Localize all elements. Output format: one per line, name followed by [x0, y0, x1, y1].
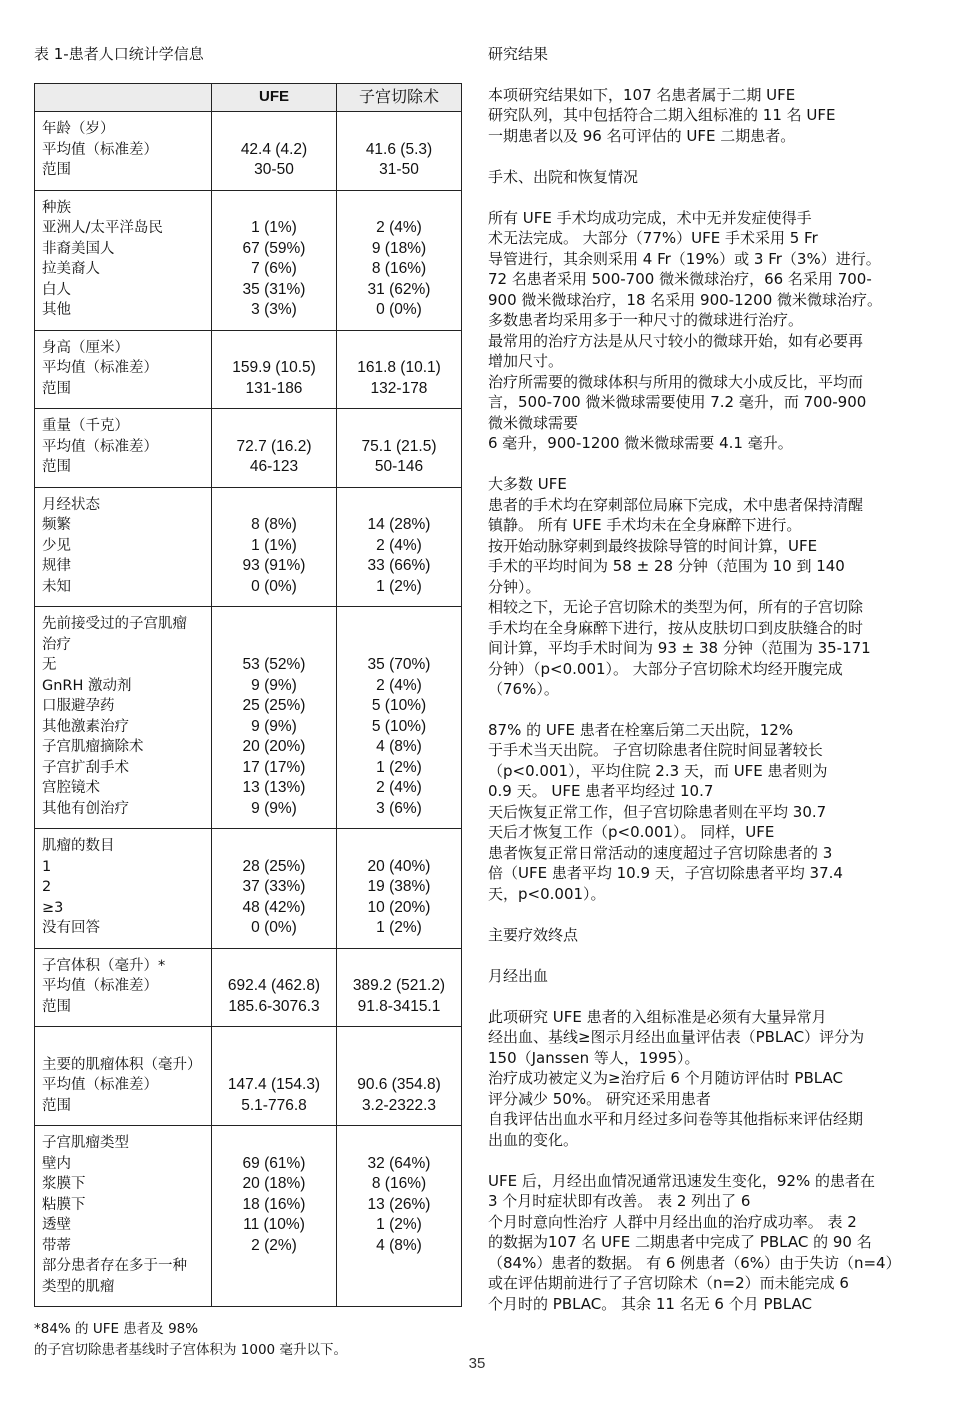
text-line: 72 名患者采用 500-700 微米微球治疗，66 名采用 700-	[488, 270, 872, 289]
cell-line: 389.2 (521.2)	[352, 977, 446, 994]
body-paragraph	[488, 1171, 918, 1315]
cell-line: 90.6 (354.8)	[357, 1076, 441, 1093]
table-row	[35, 487, 462, 607]
header-ufe-column: UFE	[212, 84, 337, 112]
cell-line: 13 (13%)	[242, 779, 306, 796]
cell-line	[212, 1133, 336, 1154]
cell-line: 平均值（标准差）	[42, 978, 158, 994]
cell-line: 1 (2%)	[376, 919, 422, 936]
cell-line: 692.4 (462.8)	[227, 977, 321, 994]
cell-line: 2 (4%)	[376, 676, 422, 694]
table-footnote	[34, 1319, 462, 1360]
text-line: 87% 的 UFE 患者在栓塞后第二天出院，12%	[488, 720, 794, 739]
cell-line: 161.8 (10.1)	[357, 359, 441, 376]
footnote-line: 的子宫切除患者基线时子宫体积为 1000 毫升以下。	[34, 1341, 347, 1358]
cell-line: 范围	[42, 459, 71, 475]
cell-line: 身高（厘米）	[42, 339, 129, 356]
text-line: 言，500-700 微米微球需要使用 7.2 毫升，而 700-900	[488, 393, 867, 412]
cell-line	[337, 416, 461, 437]
cell-line: 带蒂	[42, 1237, 71, 1254]
body-paragraph	[488, 208, 918, 454]
row-label-cell	[35, 112, 212, 191]
cell-line	[212, 198, 336, 219]
cell-line: 8 (16%)	[371, 260, 427, 277]
section-heading	[488, 966, 918, 987]
cell-line: 147.4 (154.3)	[227, 1076, 321, 1093]
cell-line: 185.6-3076.3	[228, 997, 320, 1015]
cell-line: 非裔美国人	[42, 240, 115, 257]
text-line: （84%）患者的数据。 有 6 例患者（6%）由于失访（n=4）	[488, 1253, 901, 1272]
cell-line: 浆膜下	[42, 1176, 86, 1192]
cell-line	[337, 836, 461, 857]
text-line: 所有 UFE 手术均成功完成，术中无并发症使得手	[488, 208, 812, 227]
cell-line: 42.4 (4.2)	[240, 140, 308, 158]
section-heading	[488, 44, 918, 65]
cell-line: 壁内	[42, 1155, 71, 1172]
cell-line: 41.6 (5.3)	[365, 140, 433, 158]
row-label-cell	[35, 829, 212, 949]
text-line: 按开始动脉穿刺到最终拔除导管的时间计算，UFE	[488, 536, 818, 555]
cell-line	[212, 635, 336, 656]
cell-line: 2 (2%)	[251, 1236, 297, 1254]
cell-line: 46-123	[249, 458, 299, 475]
text-line: 150（Janssen 等人，1995）。	[488, 1048, 700, 1067]
cell-line: 67 (59%)	[242, 239, 306, 257]
cell-line: 28 (25%)	[242, 857, 306, 875]
cell-line: 1	[42, 858, 52, 875]
cell-line	[337, 119, 461, 140]
cell-line: 9 (9%)	[251, 799, 297, 817]
cell-line: 2 (4%)	[376, 536, 422, 554]
ufe-value-cell	[212, 190, 337, 330]
cell-line	[337, 1034, 461, 1055]
ufe-value-cell	[212, 948, 337, 1027]
hysterectomy-value-cell	[337, 948, 462, 1027]
cell-line	[337, 1055, 461, 1076]
text-line: （p<0.001），平均住院 2.3 天，而 UFE 患者则为	[488, 761, 828, 780]
hysterectomy-value-cell	[337, 112, 462, 191]
cell-line: 20 (20%)	[242, 738, 306, 755]
text-line: 相较之下，无论子宫切除术的类型为何，所有的子宫切除	[488, 598, 864, 617]
text-line: 900 微米微球治疗，18 名采用 900-1200 微米微球治疗。	[488, 290, 883, 309]
cell-line: 159.9 (10.5)	[232, 359, 316, 376]
cell-line	[337, 198, 461, 219]
cell-line: 月经状态	[42, 496, 100, 513]
cell-line	[337, 1256, 461, 1277]
hysterectomy-value-cell	[337, 829, 462, 949]
table-row	[35, 409, 462, 488]
cell-line: 1 (1%)	[251, 536, 297, 554]
cell-line: 131-186	[245, 379, 303, 397]
cell-line: 平均值（标准差）	[42, 1077, 158, 1093]
cell-line: GnRH 激动剂	[42, 677, 132, 694]
hysterectomy-value-cell	[337, 409, 462, 488]
cell-line: 主要的肌瘤体积（毫升）	[42, 1056, 202, 1073]
text-line: 此项研究 UFE 患者的入组标准是必须有大量异常月	[488, 1007, 827, 1026]
text-line: 镇静。 所有 UFE 手术均未在全身麻醉下进行。	[488, 516, 802, 535]
text-line: 主要疗效终点	[488, 925, 579, 944]
text-line: 个月时的 PBLAC。 其余 11 名无 6 个月 PBLAC	[488, 1294, 813, 1313]
cell-line: 范围	[42, 380, 71, 397]
cell-line: 20 (18%)	[242, 1175, 306, 1192]
cell-line: 宫腔镜术	[42, 780, 100, 796]
cell-line: 子宫肌瘤类型	[42, 1135, 129, 1151]
ufe-value-cell	[212, 112, 337, 191]
text-line: 月经出血	[488, 966, 549, 985]
text-line: 本项研究结果如下，107 名患者属于二期 UFE	[488, 85, 796, 104]
text-line: 天后才恢复工作（p<0.001）。 同样，UFE	[488, 823, 775, 842]
cell-line: 肌瘤的数目	[42, 838, 115, 854]
cell-line: 透壁	[42, 1217, 71, 1233]
body-paragraph	[488, 720, 918, 905]
cell-line: 35 (70%)	[367, 656, 431, 673]
cell-line: 5 (10%)	[371, 717, 427, 735]
text-line: 的数据为107 名 UFE 二期患者中完成了 PBLAC 的 90 名	[488, 1233, 872, 1252]
cell-line: 0 (0%)	[376, 301, 422, 318]
text-line: 自我评估出血水平和月经过多问卷等其他指标来评估经期	[488, 1110, 864, 1129]
ufe-value-cell	[212, 607, 337, 829]
ufe-value-cell	[212, 1126, 337, 1307]
text-line: UFE 后，月经出血情况通常迅速发生变化，92% 的患者在	[488, 1171, 875, 1190]
text-line: 经出血、基线≥图示月经出血量评估表（PBLAC）评分为	[488, 1028, 865, 1047]
cell-line	[337, 956, 461, 977]
cell-line: 0 (0%)	[251, 919, 297, 936]
cell-line: 2 (4%)	[376, 779, 422, 796]
cell-line: 72.7 (16.2)	[236, 437, 312, 455]
cell-line	[212, 119, 336, 140]
table-row	[35, 112, 462, 191]
text-line: 导管进行，其余则采用 4 Fr（19%）或 3 Fr（3%）进行。	[488, 249, 881, 268]
demographics-section	[34, 44, 462, 1360]
cell-line: 1 (2%)	[376, 577, 422, 595]
page-number: 35	[468, 1355, 486, 1372]
text-line: 分钟）。	[488, 577, 541, 596]
cell-line	[337, 1277, 461, 1298]
text-line: 一期患者以及 96 名可评估的 UFE 二期患者。	[488, 126, 796, 145]
cell-line: 13 (26%)	[367, 1195, 431, 1213]
cell-line: 平均值（标准差）	[42, 141, 158, 158]
cell-line	[337, 495, 461, 516]
cell-line	[212, 338, 336, 359]
row-label-cell	[35, 330, 212, 409]
table-header-row	[35, 84, 462, 112]
cell-line: 14 (28%)	[367, 516, 431, 533]
cell-line	[212, 416, 336, 437]
hysterectomy-value-cell	[337, 1126, 462, 1307]
cell-line: 1 (2%)	[376, 758, 422, 776]
text-line: 手术、出院和恢复情况	[488, 167, 639, 186]
table-row	[35, 190, 462, 330]
results-text-column	[488, 44, 918, 1334]
text-line: 最常用的治疗方法是从尺寸较小的微球开始，如有必要再	[488, 331, 864, 350]
cell-line: 32 (64%)	[367, 1154, 431, 1172]
text-line: 间计算，平均手术时间为 93 ± 38 分钟（范围为 35-171	[488, 639, 871, 658]
cell-line: 2 (4%)	[376, 219, 422, 236]
cell-line: 子宫扩刮手术	[42, 759, 129, 776]
cell-line: 69 (61%)	[242, 1154, 306, 1172]
table-row	[35, 607, 462, 829]
ufe-value-cell	[212, 409, 337, 488]
row-label-cell	[35, 1126, 212, 1307]
cell-line: 75.1 (21.5)	[361, 437, 437, 455]
cell-line: 50-146	[374, 458, 424, 475]
text-line: 治疗成功被定义为≥治疗后 6 个月随访评估时 PBLAC	[488, 1069, 843, 1088]
cell-line: 平均值（标准差）	[42, 438, 158, 455]
cell-line: 粘膜下	[42, 1196, 86, 1213]
cell-line: 93 (91%)	[242, 557, 306, 574]
text-line: 天，p<0.001）。	[488, 884, 606, 903]
cell-line: 20 (40%)	[367, 857, 431, 875]
text-line: 研究队列，其中包括符合二期入组标准的 11 名 UFE	[488, 106, 836, 125]
cell-line: 规律	[42, 558, 71, 574]
cell-line: 31 (62%)	[367, 280, 431, 298]
cell-line: 9 (9%)	[251, 676, 297, 694]
cell-line	[337, 635, 461, 656]
text-line: 于手术当天出院。 子宫切除患者住院时间显著较长	[488, 741, 823, 760]
cell-line: 3.2-2322.3	[361, 1096, 437, 1114]
cell-line: 17 (17%)	[242, 758, 306, 776]
cell-line: 8 (8%)	[251, 516, 297, 533]
cell-line	[212, 836, 336, 857]
text-line: 手术的平均时间为 58 ± 28 分钟（范围为 10 到 140	[488, 557, 845, 576]
text-line: 个月时意向性治疗 人群中月经出血的治疗成功率。 表 2	[488, 1212, 857, 1231]
cell-line: 91.8-3415.1	[357, 997, 441, 1015]
cell-line	[212, 1256, 336, 1277]
row-label-cell	[35, 487, 212, 607]
row-label-cell	[35, 190, 212, 330]
cell-line: 子宫肌瘤摘除术	[42, 739, 144, 755]
hysterectomy-value-cell	[337, 607, 462, 829]
cell-line: 治疗	[42, 636, 71, 653]
cell-line: 33 (66%)	[367, 557, 431, 574]
text-line: 患者的手术均在穿刺部位局麻下完成，术中患者保持清醒	[488, 495, 864, 514]
body-paragraph	[488, 85, 918, 147]
table-caption: 表 1-患者人口统计学信息	[34, 45, 204, 63]
cell-line: 9 (9%)	[251, 717, 297, 735]
text-line: 0.9 天。 UFE 患者平均经过 10.7	[488, 782, 714, 801]
cell-line: 范围	[42, 1097, 71, 1114]
cell-line: 3 (6%)	[376, 799, 422, 817]
text-line: 增加尺寸。	[488, 352, 564, 371]
cell-line	[212, 1055, 336, 1076]
cell-line	[337, 1133, 461, 1154]
row-label-cell	[35, 607, 212, 829]
text-line: 大多数 UFE	[488, 475, 567, 494]
cell-line	[212, 1034, 336, 1055]
text-line: 术无法完成。 大部分（77%）UFE 手术采用 5 Fr	[488, 229, 818, 248]
cell-line: 18 (16%)	[242, 1195, 306, 1213]
cell-line: 其他有创治疗	[42, 800, 129, 817]
cell-line: 19 (38%)	[367, 878, 431, 895]
demographics-table	[34, 83, 462, 1307]
cell-line: 范围	[42, 162, 71, 178]
row-label-cell	[35, 948, 212, 1027]
text-line: 评分减少 50%。 研究还采用患者	[488, 1089, 711, 1108]
cell-line: 7 (6%)	[251, 260, 297, 277]
cell-line: 3 (3%)	[251, 301, 297, 318]
cell-line: 拉美裔人	[42, 261, 100, 277]
footnote-line: *84% 的 UFE 患者及 98%	[34, 1321, 199, 1337]
body-paragraph	[488, 1007, 918, 1151]
cell-line: 未知	[42, 578, 71, 595]
cell-line: 0 (0%)	[251, 577, 297, 595]
text-line: 手术均在全身麻醉下进行，按从皮肤切口到皮肤缝合的时	[488, 618, 864, 637]
cell-line: 子宫体积（毫升）*	[42, 957, 166, 974]
text-line: 微米微球需要	[488, 413, 579, 432]
cell-line: 频繁	[42, 517, 71, 533]
hysterectomy-value-cell	[337, 190, 462, 330]
cell-line: 35 (31%)	[242, 280, 306, 298]
cell-line	[212, 614, 336, 635]
cell-line: 范围	[42, 998, 71, 1015]
text-line: （76%）。	[488, 680, 559, 699]
text-line: 多数患者均采用多于一种尺寸的微球进行治疗。	[488, 311, 804, 330]
table-row	[35, 829, 462, 949]
cell-line: 53 (52%)	[242, 656, 306, 673]
cell-line: 类型的肌瘤	[42, 1278, 115, 1295]
cell-line: 1 (2%)	[376, 1216, 422, 1233]
text-line: 倍（UFE 患者平均 10.9 天，子宫切除患者平均 37.4	[488, 864, 843, 883]
text-line: 研究结果	[488, 45, 549, 63]
cell-line: 亚洲人/太平洋岛民	[42, 220, 163, 236]
cell-line: 11 (10%)	[243, 1216, 305, 1233]
table-row	[35, 1027, 462, 1126]
cell-line: 先前接受过的子宫肌瘤	[42, 616, 187, 632]
header-label-column	[35, 84, 212, 112]
cell-line: 重量（千克）	[42, 418, 129, 434]
cell-line	[337, 338, 461, 359]
cell-line: 1 (1%)	[251, 219, 297, 236]
cell-line: 白人	[42, 281, 71, 298]
cell-line: 48 (42%)	[242, 898, 306, 916]
text-line: 出血的变化。	[488, 1130, 579, 1149]
text-line: 患者恢复正常日常活动的速度超过子宫切除患者的 3	[488, 843, 833, 862]
cell-line: 平均值（标准差）	[42, 360, 158, 376]
cell-line: 无	[42, 657, 57, 673]
text-line: 或在评估期前进行了子宫切除术（n=2）而未能完成 6	[488, 1274, 849, 1293]
cell-line: 口服避孕药	[42, 698, 115, 714]
table-row	[35, 948, 462, 1027]
cell-line: 30-50	[254, 161, 294, 178]
hysterectomy-value-cell	[337, 330, 462, 409]
table-row	[35, 1126, 462, 1307]
cell-line: 8 (16%)	[371, 1175, 427, 1192]
cell-line: 4 (8%)	[376, 1236, 422, 1254]
cell-line: 5 (10%)	[371, 697, 427, 714]
cell-line: ≥3	[42, 899, 64, 916]
cell-line: 种族	[42, 199, 71, 216]
table-body	[35, 112, 462, 1307]
cell-line: 9 (18%)	[371, 239, 427, 257]
cell-line: 年龄（岁）	[42, 121, 115, 137]
cell-line: 5.1-776.8	[241, 1096, 307, 1114]
cell-line: 132-178	[370, 379, 428, 397]
cell-line: 37 (33%)	[242, 878, 306, 895]
header-hysterectomy-column: 子宫切除术	[337, 84, 462, 112]
cell-line	[212, 495, 336, 516]
row-label-cell	[35, 1027, 212, 1126]
cell-line: 没有回答	[42, 920, 100, 936]
text-line: 3 个月时症状即有改善。 表 2 列出了 6	[488, 1192, 751, 1211]
cell-line: 2	[42, 879, 52, 895]
cell-line: 10 (20%)	[367, 898, 431, 916]
text-line: 分钟）（p<0.001）。 大部分子宫切除术均经开腹完成	[488, 659, 843, 678]
text-line: 天后恢复正常工作，但子宫切除患者则在平均 30.7	[488, 802, 827, 821]
cell-line: 4 (8%)	[376, 738, 422, 755]
text-line: 6 毫升，900-1200 微米微球需要 4.1 毫升。	[488, 434, 793, 453]
ufe-value-cell	[212, 330, 337, 409]
body-paragraph	[488, 474, 918, 700]
cell-line: 少见	[42, 537, 71, 554]
cell-line	[212, 1277, 336, 1298]
ufe-value-cell	[212, 829, 337, 949]
cell-line: 部分患者存在多于一种	[42, 1258, 187, 1274]
cell-line: 其他	[42, 302, 71, 318]
cell-line: 25 (25%)	[242, 697, 306, 714]
cell-line	[42, 1034, 211, 1055]
hysterectomy-value-cell	[337, 1027, 462, 1126]
section-heading	[488, 167, 918, 188]
ufe-value-cell	[212, 1027, 337, 1126]
hysterectomy-value-cell	[337, 487, 462, 607]
cell-line: 31-50	[379, 161, 419, 178]
cell-line	[212, 956, 336, 977]
row-label-cell	[35, 409, 212, 488]
cell-line	[337, 614, 461, 635]
text-line: 治疗所需要的微球体积与所用的微球大小成反比，平均而	[488, 372, 864, 391]
ufe-value-cell	[212, 487, 337, 607]
section-heading	[488, 925, 918, 946]
table-row	[35, 330, 462, 409]
cell-line: 其他激素治疗	[42, 718, 129, 735]
